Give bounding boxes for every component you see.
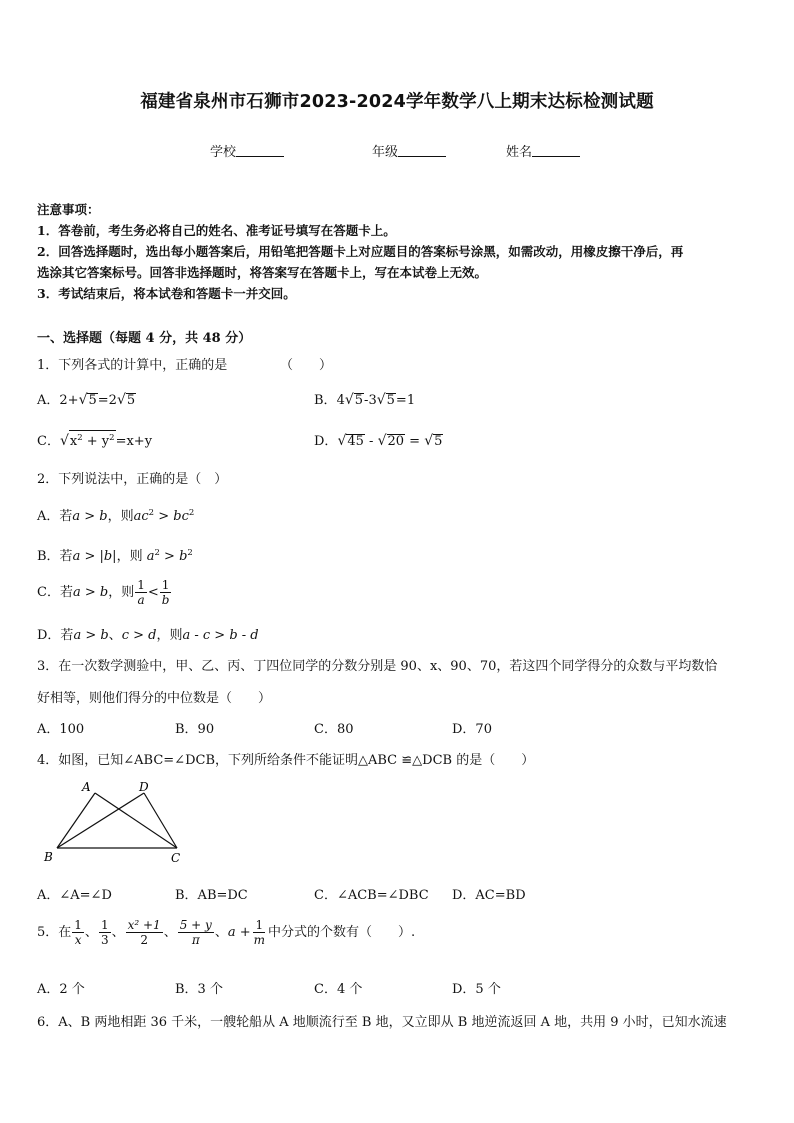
- name-blank: [532, 144, 580, 157]
- q1-option-d: D．√45 - √20 = √5: [314, 433, 443, 449]
- name-label: 姓名: [506, 145, 533, 160]
- q1-option-c: C．$√x^2 + y^2=x+y$: [37, 430, 152, 449]
- q4-option-c: C．∠ACB=∠DBC: [314, 888, 429, 903]
- point-c-label: C: [171, 851, 181, 865]
- question-1-stem: 1．下列各式的计算中，正确的是: [37, 358, 228, 373]
- school-field: [210, 141, 284, 160]
- q4-option-d: D．AC=BD: [452, 888, 526, 903]
- question-1-paren: （ ）: [280, 358, 333, 373]
- q2-option-c: C．若a > b，则 $\frac{1}{a}$ < $\frac{1}{b}$: [37, 578, 170, 607]
- q4-option-a: A．∠A=∠D: [37, 888, 112, 903]
- point-b-label: B: [44, 850, 53, 864]
- q3-option-a: A．100: [37, 722, 85, 737]
- notice-item-2: 2．回答选择题时，选出每小题答案后，用铅笔把答题卡上对应题目的答案标号涂黑，如需改动，用橡皮擦干净后，再: [37, 244, 684, 259]
- notice-item-3: 3．考试结束后，将本试卷和答题卡一并交回。: [37, 286, 296, 301]
- question-2-stem: 2．下列说法中，正确的是（ ）: [37, 472, 228, 487]
- school-label: 学校: [210, 145, 237, 160]
- question-5-stem: 5．在 $\frac{1}{x}$ 、 $\frac{1}{3}$ 、 $\frac{\text{x² +1}}{2}$ 、 $\frac{5 + y}{\pi}$ 、a + $\frac{1}{m}$ 中分式的个数有（ ）.: [37, 918, 416, 947]
- q5-option-c: C．4 个: [314, 982, 363, 997]
- q5-option-b: B．3 个: [175, 982, 223, 997]
- q2-option-d: D．若a > b、c > d，则a - c > b - d: [37, 628, 259, 643]
- q5-option-a: A．2 个: [37, 982, 85, 997]
- question-3-line-2: 好相等，则他们得分的中位数是（ ）: [37, 691, 272, 706]
- q1-option-a: A．2+√5=2√5: [37, 392, 136, 408]
- q4-option-b: B．AB=DC: [175, 888, 248, 903]
- question-3-line-1: 3．在一次数学测验中，甲、乙、丙、丁四位同学的分数分别是 90、x、90、70，若这四个同学得分的众数与平均数恰: [37, 659, 718, 674]
- q2-option-a: A．若a > b，则$ac^2 > bc^2$: [37, 508, 195, 524]
- grade-field: [372, 141, 446, 160]
- q3-option-c: C．80: [314, 722, 354, 737]
- notice-item-1: 1．答卷前，考生务必将自己的姓名、准考证号填写在答题卡上。: [37, 223, 396, 238]
- segment-dc: [144, 793, 177, 848]
- point-a-label: A: [82, 780, 91, 794]
- point-d-label: D: [139, 780, 149, 794]
- triangle-figure: [40, 778, 190, 868]
- q5-option-d: D．5 个: [452, 982, 501, 997]
- question-4-stem: 4．如图，已知∠ABC=∠DCB，下列所给条件不能证明△ABC ≌△DCB 的是（ ）: [37, 753, 535, 768]
- section-heading: 一、选择题（每题 4 分，共 48 分）: [37, 331, 252, 346]
- grade-blank: [398, 144, 446, 157]
- grade-label: 年级: [372, 145, 399, 160]
- question-6-line-1: 6．A、B 两地相距 36 千米，一艘轮船从 A 地顺流行至 B 地，又立即从 B 地逆流返回 A 地，共用 9 小时，已知水流速: [37, 1015, 727, 1030]
- q3-option-d: D．70: [452, 722, 492, 737]
- segment-ba: [57, 793, 95, 848]
- page-title: 福建省泉州市石狮市2023-2024学年数学八上期末达标检测试题: [140, 92, 654, 112]
- segment-ac: [95, 793, 177, 848]
- notice-item-2-cont: 选涂其它答案标号。回答非选择题时，将答案写在答题卡上，写在本试卷上无效。: [37, 265, 488, 280]
- school-blank: [236, 144, 284, 157]
- q3-option-b: B．90: [175, 722, 215, 737]
- segment-bd: [57, 793, 144, 848]
- q2-option-b: B．若a > |b|，则 $a^2 > b^2$: [37, 548, 193, 564]
- notice-heading: 注意事项：: [37, 202, 100, 217]
- q1-option-b: B．4√5-3√5=1: [314, 392, 416, 408]
- name-field: [506, 141, 580, 160]
